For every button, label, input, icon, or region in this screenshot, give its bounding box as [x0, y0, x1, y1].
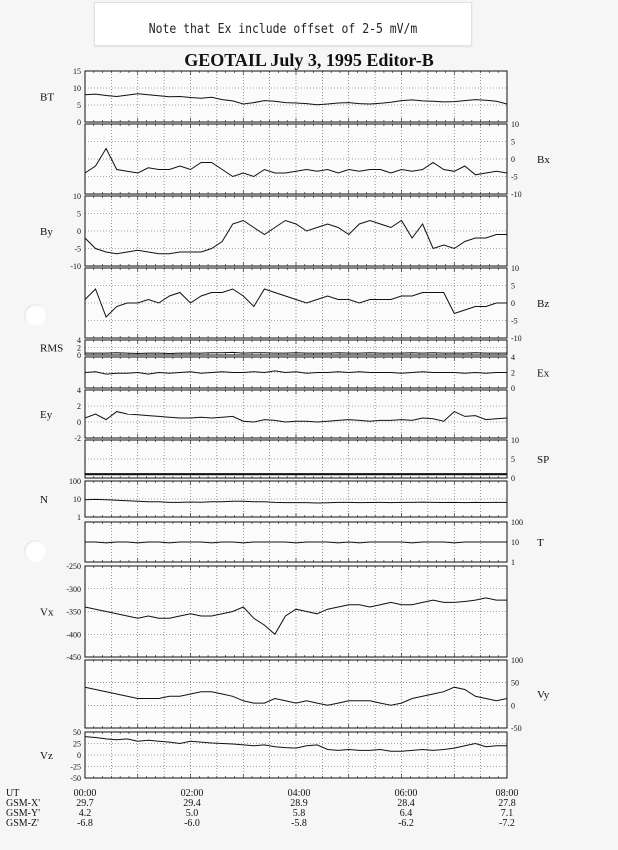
- footer-label-gsm-z: GSM-Z': [6, 818, 39, 829]
- panel-bx: [85, 124, 507, 194]
- panel-label-vz: Vz: [40, 750, 53, 762]
- ut-tick: 04:00: [287, 788, 311, 799]
- y-tick-label: 25: [73, 739, 81, 749]
- y-tick-label: 100: [69, 477, 81, 486]
- y-tick-label: 10: [73, 495, 81, 504]
- panel-label-bx: Bx: [537, 154, 550, 166]
- y-tick-label: 10: [73, 84, 81, 93]
- panel-label-t: T: [537, 537, 544, 549]
- panel-label-ex: Ex: [537, 367, 550, 380]
- panel-vx: [85, 566, 507, 657]
- y-tick-label: 4: [77, 336, 81, 345]
- y-tick-label: -50: [70, 774, 81, 783]
- y-tick-label: 1: [511, 558, 515, 567]
- panel-label-vy: Vy: [537, 689, 550, 701]
- y-tick-label: -450: [66, 653, 81, 662]
- y-tick-label: 1: [77, 513, 81, 522]
- gsm-z-value: -6.0: [184, 818, 200, 829]
- y-tick-label: -10: [511, 190, 522, 199]
- gsm-z-value: -5.8: [291, 818, 307, 829]
- gsm-y-value: 5.0: [185, 808, 199, 819]
- y-tick-label: -250: [66, 562, 81, 571]
- footer-label-ut: UT: [6, 788, 20, 799]
- panel-label-rms: RMS: [40, 342, 64, 355]
- y-tick-label: 0: [511, 384, 515, 393]
- gsm-x-value: 28.4: [397, 798, 415, 809]
- chart-title: GEOTAIL July 3, 1995 Editor-B: [184, 50, 434, 70]
- y-tick-label: -25: [70, 762, 81, 772]
- y-tick-label: 5: [77, 209, 81, 219]
- y-tick-label: 0: [77, 751, 81, 760]
- y-tick-label: 10: [73, 192, 81, 201]
- panel-ex: [85, 357, 507, 388]
- gsm-z-value: -7.2: [499, 818, 515, 829]
- y-tick-label: 100: [511, 656, 523, 665]
- panel-label-vx: Vx: [40, 606, 54, 619]
- panel-n: [85, 481, 507, 517]
- y-tick-label: -400: [66, 630, 81, 640]
- panel-label-by: By: [40, 226, 53, 238]
- y-tick-label: 5: [511, 137, 515, 147]
- y-tick-label: 5: [77, 101, 81, 110]
- y-tick-label: 10: [511, 264, 519, 273]
- gsm-x-value: 28.9: [290, 798, 308, 809]
- y-tick-label: 4: [511, 353, 515, 362]
- footer-label-gsm-x: GSM-X': [6, 798, 41, 809]
- gsm-z-value: -6.2: [398, 818, 414, 829]
- ut-tick: 06:00: [394, 788, 418, 799]
- y-tick-label: -350: [66, 607, 81, 617]
- y-tick-label: 15: [73, 67, 81, 76]
- y-tick-label: 50: [511, 678, 519, 688]
- y-tick-label: 10: [511, 120, 519, 129]
- gsm-x-value: 29.7: [76, 798, 94, 809]
- panel-ey: [85, 390, 507, 438]
- gsm-y-value: 6.4: [399, 808, 413, 819]
- y-tick-label: 5: [511, 281, 515, 291]
- y-tick-label: -2: [74, 434, 81, 443]
- y-tick-label: 0: [511, 474, 515, 483]
- y-tick-label: 0: [77, 118, 81, 127]
- y-tick-label: 0: [77, 227, 81, 236]
- footer-label-gsm-y: GSM-Y': [6, 808, 41, 819]
- y-tick-label: 10: [511, 436, 519, 445]
- y-tick-label: 0: [511, 299, 515, 308]
- y-tick-label: 0: [511, 155, 515, 164]
- offset-note: Note that Ex include offset of 2-5 mV/m: [148, 22, 418, 37]
- ut-tick: 02:00: [180, 788, 204, 799]
- y-tick-label: 50: [73, 728, 81, 737]
- y-tick-label: 10: [511, 538, 519, 547]
- panel-t: [85, 522, 507, 562]
- gsm-x-value: 29.4: [183, 798, 201, 809]
- panel-label-sp: SP: [537, 454, 550, 466]
- gsm-x-value: 27.8: [498, 798, 516, 809]
- y-tick-label: 0: [77, 418, 81, 427]
- panel-vy: [85, 660, 507, 728]
- panel-bz: [85, 268, 507, 338]
- y-tick-label: -5: [74, 244, 81, 254]
- panel-by: [85, 196, 507, 266]
- gsm-y-value: 7.1: [500, 808, 514, 819]
- y-tick-label: 5: [511, 455, 515, 464]
- panel-vz: [85, 732, 507, 778]
- y-tick-label: 2: [511, 368, 515, 378]
- panel-sp: [85, 440, 507, 478]
- y-tick-label: -10: [70, 262, 81, 271]
- y-tick-label: 4: [77, 386, 81, 395]
- gsm-y-value: 4.2: [78, 808, 92, 819]
- y-tick-label: -10: [511, 334, 522, 343]
- y-tick-label: -50: [511, 724, 522, 733]
- y-tick-label: -5: [511, 172, 518, 182]
- panel-label-ey: Ey: [40, 409, 53, 421]
- panel-label-bz: Bz: [537, 298, 550, 310]
- y-tick-label: 0: [77, 351, 81, 360]
- panel-label-bt: BT: [40, 91, 55, 104]
- panel-label-n: N: [40, 494, 48, 506]
- y-tick-label: -5: [511, 316, 518, 326]
- y-tick-label: 0: [511, 701, 515, 711]
- y-tick-label: 2: [77, 343, 81, 353]
- gsm-y-value: 5.8: [292, 808, 306, 819]
- panel-rms: [85, 340, 507, 355]
- y-tick-label: 100: [511, 518, 523, 527]
- y-tick-label: 2: [77, 402, 81, 411]
- panel-frame: [85, 71, 507, 122]
- panel-bt: [85, 71, 507, 122]
- ut-tick: 08:00: [495, 788, 519, 799]
- ut-tick: 00:00: [73, 788, 97, 799]
- gsm-z-value: -6.8: [77, 818, 93, 829]
- y-tick-label: -300: [66, 584, 81, 594]
